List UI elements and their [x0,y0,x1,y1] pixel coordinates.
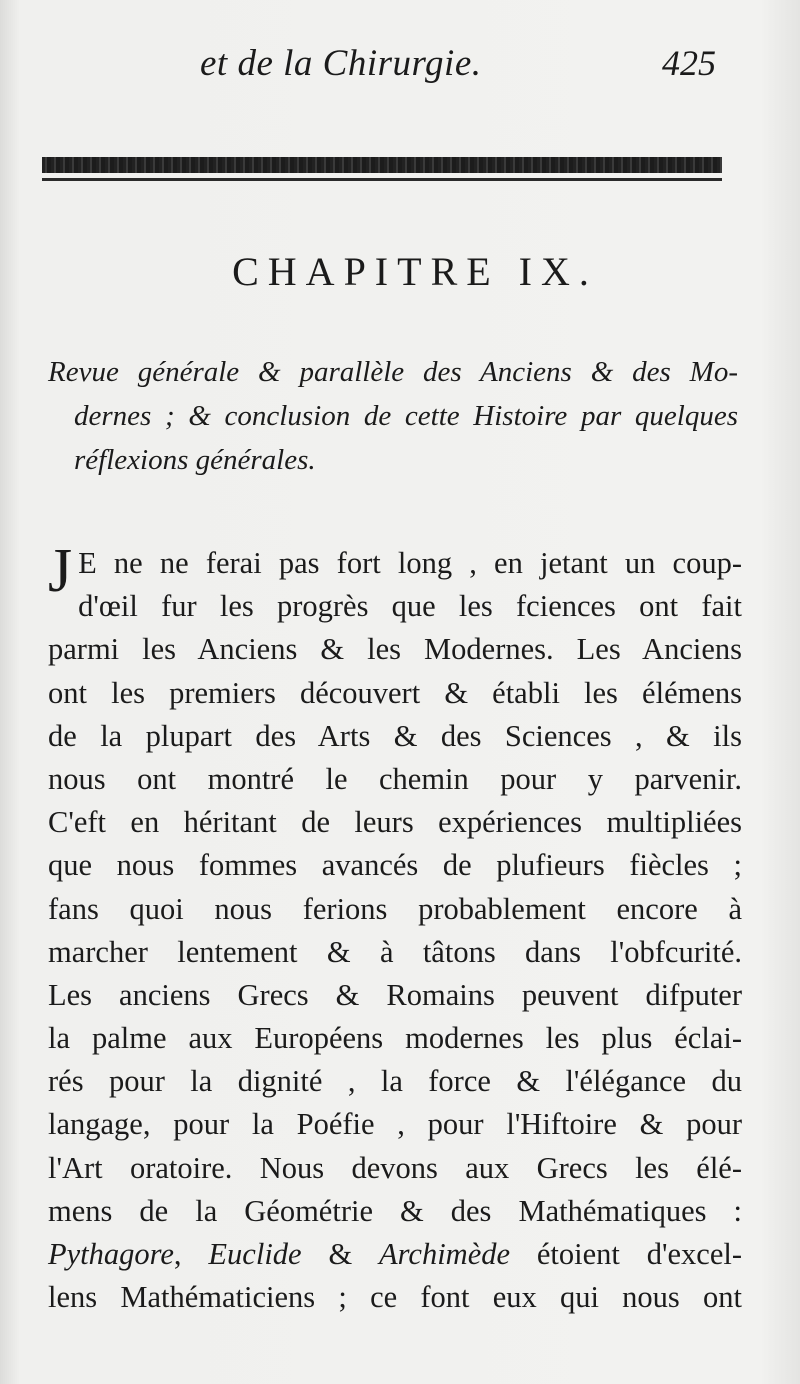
name-archimede: Archimède [379,1237,511,1271]
page-number: 425 [662,43,716,83]
summary-line: dernes ; & conclusion de cette Histoire par quelques [74,400,738,432]
body-line: langage, pour la Poéfie , pour l'Hiftoire & pour [48,1107,742,1142]
body-line: l'Art oratoire. Nous devons aux Grecs les élé- [48,1150,742,1185]
running-head [0,42,800,92]
line-rest: étoient d'excel- [510,1237,743,1271]
body-line: de la plupart des Arts & des Sciences , & ils [48,718,742,753]
body-line: que nous fommes avancés de plufieurs fiècles ; [48,848,742,883]
rule-thick [42,157,722,173]
body-line-last: lens Mathématiciens ; ce font eux qui nous ont [48,1280,742,1315]
body-line: rés pour la dignité , la force & l'élégance du [48,1064,742,1099]
ornamental-rule [42,157,722,183]
body-line-names [48,1233,742,1276]
rule-thin [42,178,722,181]
chapter-summary [48,350,738,482]
body-line: la palme aux Européens modernes les plus éclai- [48,1021,742,1056]
name-euclide: Euclide [208,1237,302,1271]
body-line: Les anciens Grecs & Romains peuvent difputer [48,977,742,1012]
drop-cap: J [48,537,73,605]
body-line: C'eft en héritant de leurs expériences multipliées [48,805,742,840]
chapter-heading: CHAPITRE IX. [232,249,598,294]
body-line: parmi les Anciens & les Modernes. Les Anciens [48,632,742,667]
body-line: fans quoi nous ferions probablement encore à [48,891,742,926]
body-line: marcher lentement & à tâtons dans l'obfcurité. [48,934,742,969]
separator: & [301,1237,380,1271]
body-text [48,537,743,1319]
name-pythagore: Pythagore [48,1237,174,1271]
body-line: ont les premiers découvert & établi les élémens [48,675,742,710]
first-line-text: E ne ne ferai pas fort long , en jetant un coup- [78,546,742,580]
body-line: mens de la Géométrie & des Mathématiques : [48,1193,742,1228]
body-line-first [48,537,742,605]
separator: , [173,1237,209,1271]
running-head-title: et de la Chirurgie. [200,43,482,84]
body-line: d'œil fur les progrès que les fciences ont fait [78,589,742,624]
summary-line: Revue générale & parallèle des Anciens & des Mo- [48,356,738,388]
summary-line: réflexions générales. [74,444,316,476]
body-line: nous ont montré le chemin pour y parvenir. [48,761,742,796]
